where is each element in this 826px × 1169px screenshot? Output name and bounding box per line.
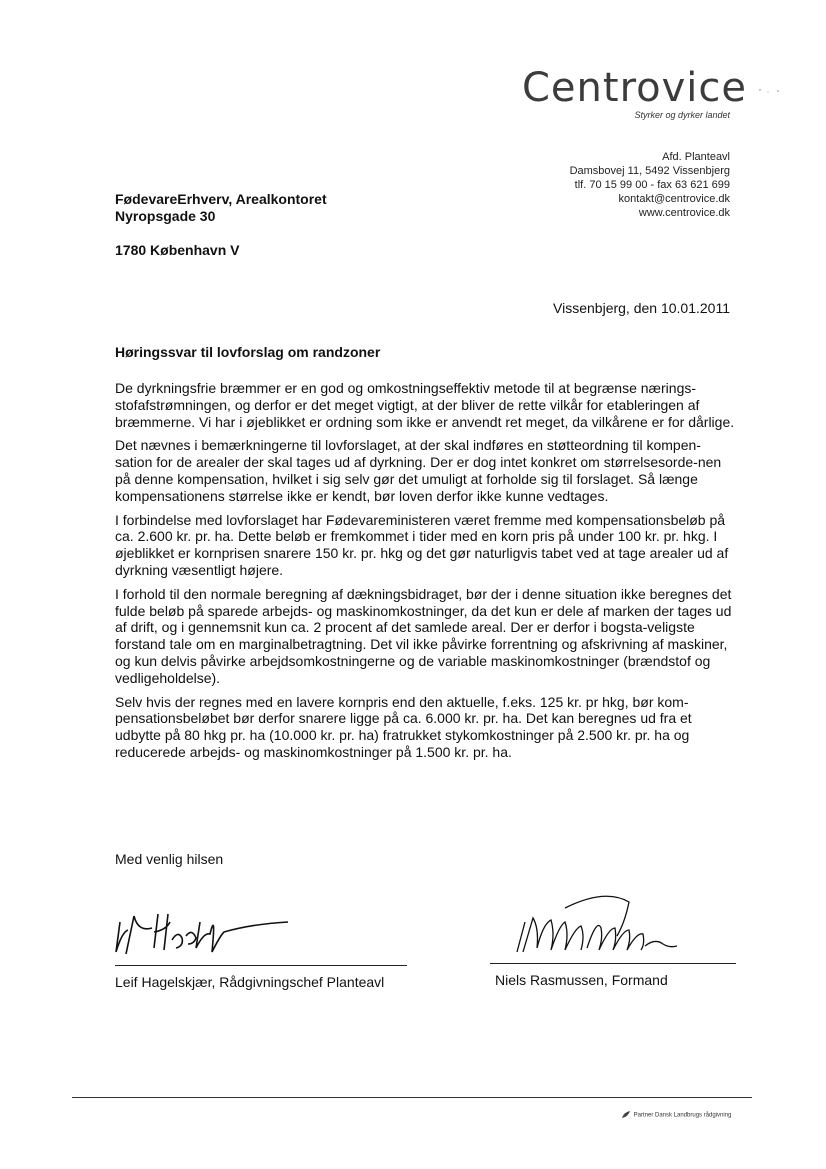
letter-body: [115, 380, 735, 768]
sender-street: Damsbovej 11, 5492 Vissenbjerg: [569, 165, 730, 177]
recipient-street: Nyropsgade 30: [115, 208, 216, 224]
signature-right: [505, 888, 685, 963]
footer-divider: [72, 1097, 752, 1098]
sender-department: Afd. Planteavl: [662, 151, 730, 163]
signatory-right-name: Niels Rasmussen, Formand: [495, 972, 668, 988]
logo-wordmark: Centrovice: [522, 65, 747, 111]
sender-address: [520, 150, 730, 220]
body-paragraph: Det nævnes i bemærkningerne til lovforslaget, at der skal indføres en støtteordning til kompen-sation for de arealer der skal tages ud af dyrkning. Der er dog intet konkret om størrelsesorde-nen på denne kompensation, hvilket i sig selv gør det umuligt at forholde sig til forslaget. Så længe kompensationens størrelse ikke er kendt, bør loven derfor ikke kunne vedtages.: [115, 437, 722, 504]
sender-email: kontakt@centrovice.dk: [618, 193, 730, 205]
signature-line-left: [115, 965, 407, 966]
body-paragraph: I forhold til den normale beregning af dækningsbidraget, bør der i denne situation ikke beregnes det fulde beløb på sparede arbejds- og maskinomkostninger, da det kun er dele af marken der tages ud af drift, og i gennemsnit kun ca. 2 procent af det samlede areal. Der er derfor i bogsta-veligste forstand tale om en marginalbetragtning. Det vil ikke påvirke forrentning og afskrivning af maskiner, og kun delvis påvirke arbejdsomkostningerne og de variable maskinomkostninger (brændstof og vedligeholdelse).: [115, 585, 732, 686]
partner-leaf-icon: [620, 1110, 632, 1120]
recipient-city: 1780 København V: [115, 242, 240, 258]
partner-logo: [620, 1110, 731, 1120]
sender-website: www.centrovice.dk: [638, 207, 730, 219]
sender-phone: tlf. 70 15 99 00 - fax 63 621 699: [574, 179, 730, 191]
partner-text: Partner Dansk Landbrugs rådgivning: [633, 1112, 732, 1119]
letter-subject: Høringssvar til lovforslag om randzoner: [115, 344, 381, 360]
body-paragraph: Selv hvis der regnes med en lavere kornpris end den aktuelle, f.eks. 125 kr. pr hkg, bør kom-pensationsbeløbet bør derfor snarere ligge på ca. 6.000 kr. pr. ha. Det kan beregnes ud fra et udbytte på 80 hkg pr. ha (10.000 kr. pr. ha) fratrukket stykomkostninger på 2.500 kr. pr. ha og reducerede arbejds- og maskinomkostninger på 1.500 kr. pr. ha.: [115, 693, 692, 760]
letter-date: Vissenbjerg, den 10.01.2011: [553, 300, 730, 316]
signature-left: [112, 892, 292, 962]
letter-closing: Med venlig hilsen: [115, 851, 224, 867]
scan-artifact: [756, 82, 786, 98]
body-paragraph: I forbindelse med lovforslaget har Fødevareministeren været fremme med kompensationsbeløb på ca. 2.600 kr. pr. ha. Dette beløb er fremkommet i tider med en korn pris på under 100 kr. pr. hkg. I øjeblikket er kornprisen snarere 150 kr. pr. hkg og det gør naturligvis tabet ved at tage arealer ud af dyrkning væsentligt højere.: [115, 511, 729, 578]
recipient-address: [115, 191, 327, 259]
logo-tagline: Styrker og dyrker landet: [634, 110, 730, 120]
recipient-name: FødevareErhverv, Arealkontoret: [115, 191, 327, 207]
company-logo: [522, 65, 747, 120]
signatory-left-name: Leif Hagelskjær, Rådgivningschef Planteavl: [115, 974, 385, 990]
signature-line-right: [490, 963, 736, 964]
body-paragraph: De dyrkningsfrie bræmmer er en god og omkostningseffektiv metode til at begrænse nærings-stofafstrømningen, og derfor er det meget vigtigt, at der bliver de rette vilkår for etableringen af bræmmerne. Vi har i øjeblikket er ordning som ikke er anvendt ret meget, da vilkårene er for dårlige.: [115, 380, 735, 430]
